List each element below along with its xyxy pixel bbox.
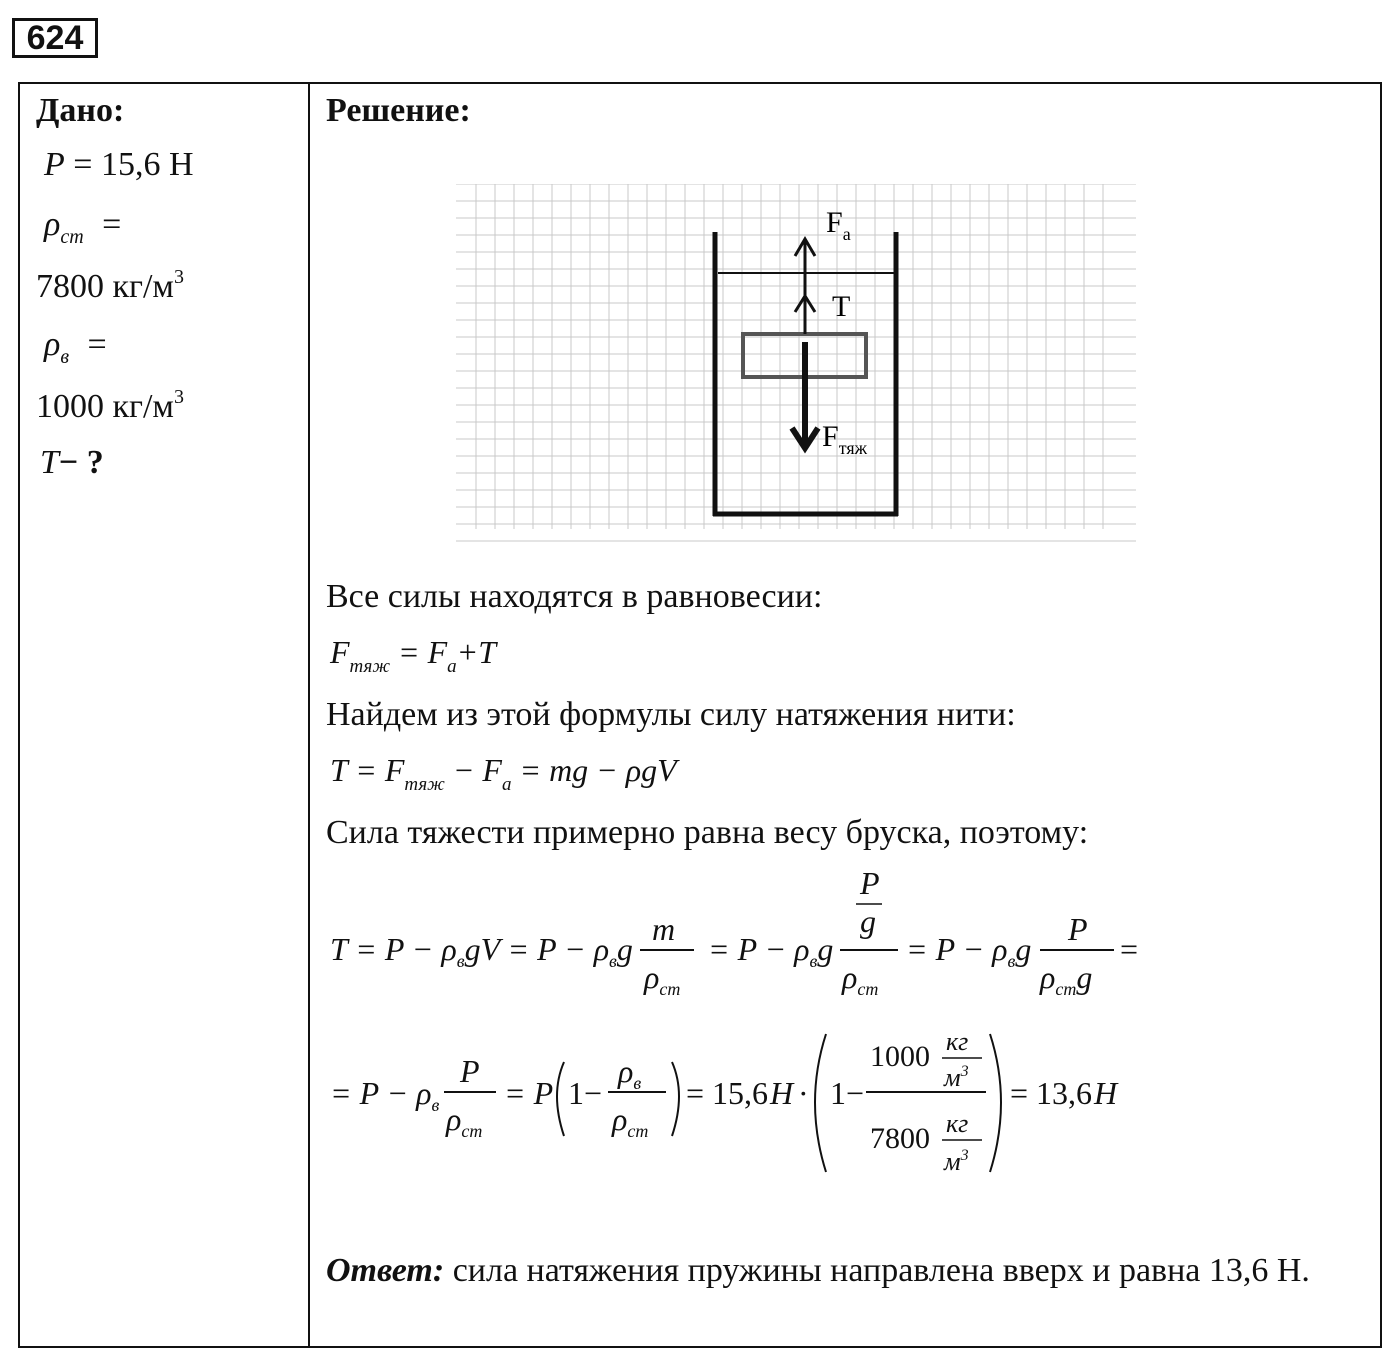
gravity-arrow [792, 342, 818, 448]
svg-text:= P − ρвg: = $P - \rho_вg$ [708, 931, 834, 971]
svg-text:кг: кг [946, 1109, 969, 1138]
svg-text:P: P [460, 1053, 480, 1089]
given-column [20, 84, 308, 1346]
given-rho-steel: $\rho_{ст}$ = [44, 206, 122, 248]
given-rho-water-value: 1000 $кг/м^3$ [36, 386, 184, 425]
label-fa: $F_а$ [826, 206, 851, 244]
text-find-tension: Найдем из этой формулы силу натяжения нити: [326, 696, 1016, 733]
svg-text:= P: = P [504, 1075, 554, 1111]
given-heading: Дано: [36, 92, 125, 129]
label-ftyazh: $F_{тяж}$ [822, 420, 868, 458]
svg-text:H: H [1094, 1075, 1118, 1111]
svg-text:= 15,6: = 15,6 [686, 1075, 769, 1111]
svg-text:ρст: $\rho_{ст}$ [446, 1101, 483, 1141]
svg-text:1−: 1− [830, 1075, 865, 1111]
force-diagram [456, 184, 1136, 556]
svg-text:T = P − ρвgV = P − ρвg: $T = P - \rho_вgV = P - \rho_вg$ [330, 931, 633, 971]
answer: Ответ: сила натяжения пружины направлена вверх и равна 13,6 Н. [326, 1252, 1310, 1289]
given-unknown: T− ? [40, 444, 104, 481]
formula-equilibrium: $F_{тяж} = F_a+T$ [330, 634, 497, 677]
solution-table [18, 82, 1382, 1348]
svg-text:P: P [860, 865, 880, 901]
svg-text:ρст: $\rho_{ст}$ [612, 1101, 649, 1141]
label-t: T [832, 290, 851, 323]
svg-text:кг: кг [946, 1027, 969, 1056]
svg-text:= 13,6: = 13,6 [1010, 1075, 1093, 1111]
given-rho-steel-value: 7800 $кг/м^3$ [36, 266, 184, 305]
svg-text:·: · [798, 1075, 809, 1111]
given-rho-water: $\rho_в$ = [44, 326, 107, 368]
grid-lines [456, 184, 1136, 541]
svg-text:ρст: $\rho_{ст}$ [842, 959, 879, 999]
formula-derivation-1 [310, 860, 1210, 1000]
svg-text:1−: 1− [568, 1075, 603, 1111]
svg-text:ρстg: $\rho_{ст}g$ [1040, 959, 1093, 999]
svg-text:= P − ρвg: = $P - \rho_вg$ [906, 931, 1032, 971]
svg-text:= P − ρв: = $P - \rho_в$ [330, 1075, 440, 1115]
svg-text:м3: $м^3$ [944, 1147, 969, 1176]
svg-text:P: P [1068, 911, 1088, 947]
formula-tension: $T = F_{тяж} - F_a$ = mg − ρgV [330, 752, 677, 795]
given-weight: P = 15,6 Н [44, 146, 194, 183]
svg-text:H: H [770, 1075, 794, 1111]
svg-text:m: m [652, 911, 676, 947]
svg-text:g: g [860, 903, 876, 939]
svg-text:7800: 7800 [870, 1122, 930, 1155]
text-equilibrium: Все силы находятся в равновесии: [326, 578, 823, 615]
formula-derivation-2 [310, 1014, 1210, 1194]
svg-text:=: = [1120, 931, 1139, 967]
text-gravity-weight: Сила тяжести примерно равна весу бруска, поэтому: [326, 814, 1089, 851]
solution-column [310, 84, 1380, 1346]
problem-number: 624 [12, 18, 98, 58]
solution-heading: Решение: [326, 92, 471, 129]
svg-text:м3: $м^3$ [944, 1063, 969, 1092]
svg-text:ρст: $\rho_{ст}$ [644, 959, 681, 999]
svg-text:ρв: $\rho_в$ [618, 1053, 642, 1093]
svg-text:1000: 1000 [870, 1040, 930, 1073]
